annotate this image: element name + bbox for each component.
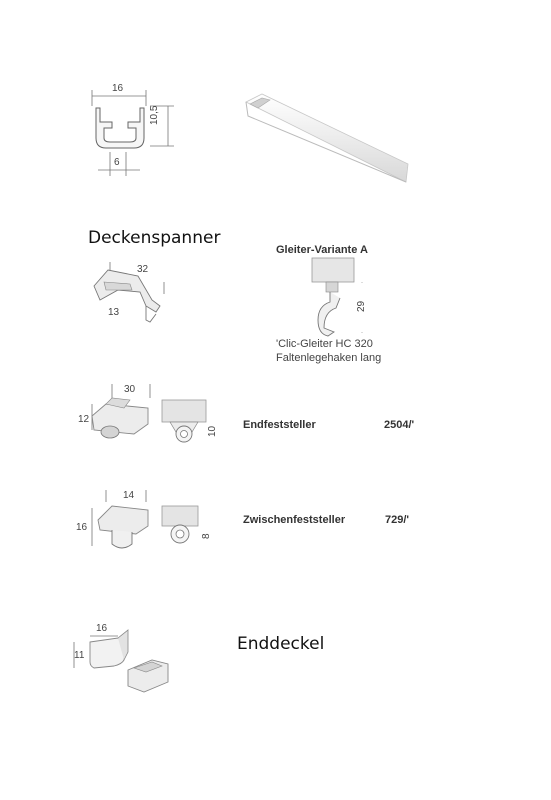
endfeststeller-label: Endfeststeller — [243, 419, 316, 431]
profile-slot-dimension: 6 — [114, 157, 120, 168]
deckenspanner-width-dimension: 32 — [137, 264, 149, 275]
endfeststeller-ring-dimension: 10 — [207, 425, 218, 437]
profile-height-dimension: 10,5 — [149, 105, 160, 125]
gleiter-height-dimension: 29 — [356, 300, 367, 312]
zwischenfeststeller-label: Zwischenfeststeller — [243, 514, 346, 526]
gleiter-caption-line2: Faltenlegehaken lang — [276, 352, 382, 364]
zwischenfeststeller-code: 729/' — [385, 514, 410, 526]
deckenspanner-heading: Deckenspanner — [88, 228, 221, 248]
profile-width-dimension: 16 — [112, 83, 124, 94]
endfeststeller-code: 2504/' — [384, 419, 415, 431]
zwischenfeststeller-width-dimension: 14 — [123, 490, 135, 501]
enddeckel-height-dimension: 11 — [74, 650, 85, 661]
endfeststeller-height-dimension: 12 — [78, 414, 90, 425]
zwischenfeststeller-height-dimension: 16 — [76, 522, 88, 533]
enddeckel-heading: Enddeckel — [237, 634, 325, 654]
zwischenfeststeller-ring-dimension: 8 — [201, 533, 212, 539]
gleiter-caption-line1: 'Clic-Gleiter HC 320 — [276, 338, 373, 350]
enddeckel-width-dimension: 16 — [96, 623, 108, 634]
gleiter-title: Gleiter-Variante A — [276, 244, 368, 256]
endfeststeller-width-dimension: 30 — [124, 384, 136, 395]
deckenspanner-depth-dimension: 13 — [108, 307, 120, 318]
